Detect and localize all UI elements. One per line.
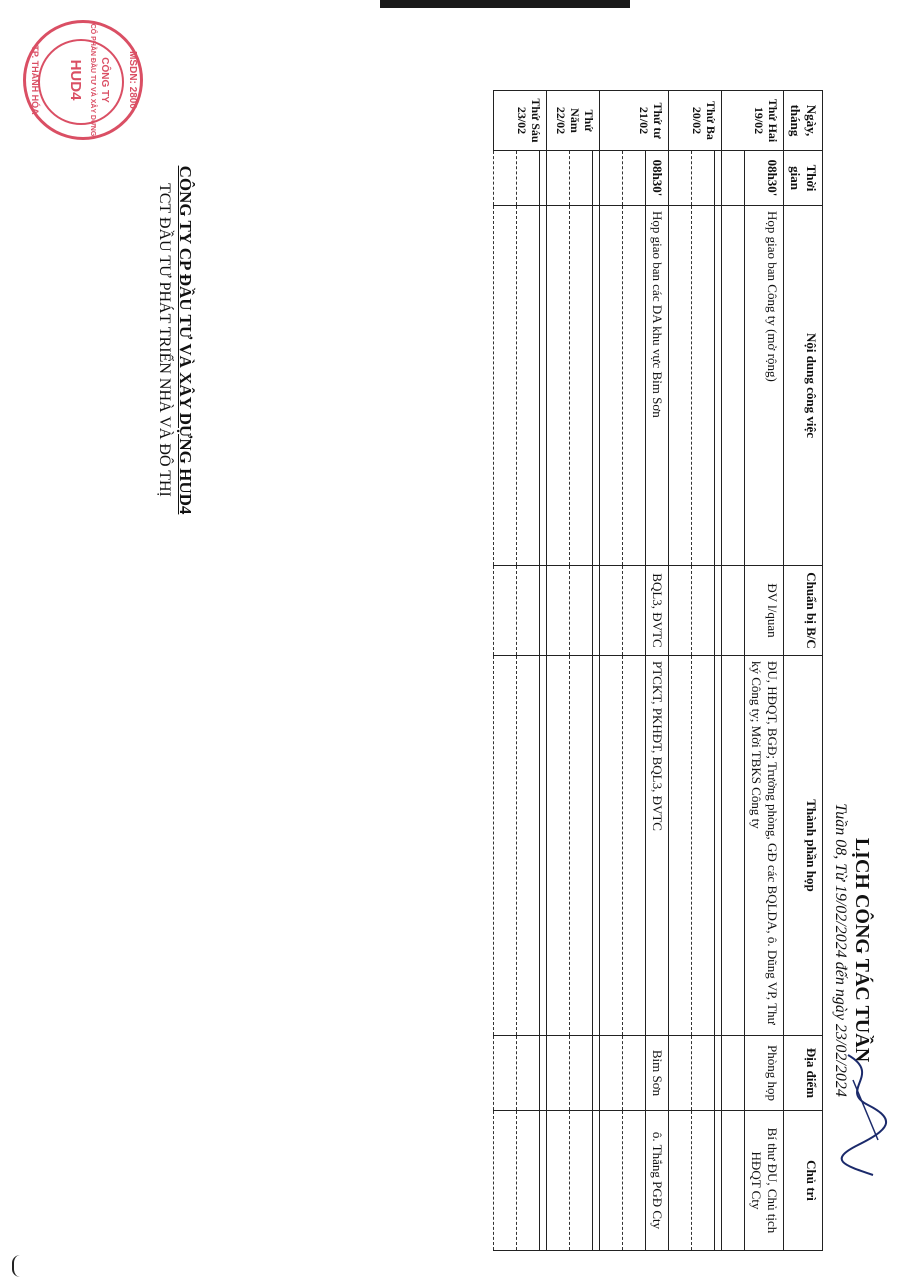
- row-prep: [540, 566, 547, 656]
- row-content: [540, 206, 547, 566]
- blank-row: [669, 91, 692, 1251]
- row-day: Thứ Năm 22/02: [547, 91, 600, 151]
- row-prep: [715, 566, 722, 656]
- seal-line2: CỔ PHẦN ĐẦU TƯ VÀ XÂY DỰNG: [89, 23, 96, 137]
- row-prep: [593, 566, 600, 656]
- row-content: [593, 206, 600, 566]
- table-row: [745, 91, 784, 1251]
- signature-mark: [833, 1050, 893, 1180]
- row-content: Họp giao ban Công ty (mở rộng): [745, 206, 784, 566]
- col-time: Thời gian: [784, 151, 823, 206]
- row-content: Họp giao ban các DA khu vực Bỉm Sơn: [646, 206, 669, 566]
- row-day: Thứ Ba 20/02: [669, 91, 722, 151]
- company-seal: [23, 20, 143, 140]
- row-prep: BQL3, ĐVTC: [646, 566, 669, 656]
- col-chair: Chủ trì: [784, 1111, 823, 1251]
- col-location: Địa điểm: [784, 1036, 823, 1111]
- row-location: [540, 1036, 547, 1111]
- table-row: [540, 91, 547, 1251]
- table-row: [646, 91, 669, 1251]
- table-row: [593, 91, 600, 1251]
- row-location: Phòng họp: [745, 1036, 784, 1111]
- org-name: CÔNG TY CP ĐẦU TƯ VÀ XÂY DỰNG HUD4: [176, 165, 195, 515]
- row-time: [715, 151, 722, 206]
- blank-row: [722, 91, 745, 1251]
- page-subtitle: Tuần 08, Từ 19/02/2024 đến ngày 23/02/2024: [832, 803, 849, 1097]
- row-prep: ĐV l/quan: [745, 566, 784, 656]
- table-row: [715, 91, 722, 1251]
- row-content: [715, 206, 722, 566]
- seal-msdn: MSDN: 2800: [127, 51, 138, 109]
- row-attendees: PTCKT, PKHĐT, BQL3, ĐVTC: [646, 656, 669, 1036]
- col-date: Ngày, tháng: [784, 91, 823, 151]
- row-time: 08h30': [646, 151, 669, 206]
- row-chair: [715, 1111, 722, 1251]
- row-time: [540, 151, 547, 206]
- row-time: 08h30': [745, 151, 784, 206]
- blank-row: [692, 91, 715, 1251]
- blank-row: [547, 91, 570, 1251]
- row-attendees: ĐU, HĐQT, BGĐ; Trưởng phòng, GĐ các BQLDA, ô. Dũng VP, Thư ký Công ty; Mời TBKS Công ty: [745, 656, 784, 1036]
- row-location: [593, 1036, 600, 1111]
- col-content: Nội dung công việc: [784, 206, 823, 566]
- row-chair: ô. Thắng PGĐ Cty: [646, 1111, 669, 1251]
- seal-location: TP. THANH HÓA: [30, 45, 40, 115]
- row-attendees: [715, 656, 722, 1036]
- blank-row: [600, 91, 623, 1251]
- page-title: LỊCH CÔNG TÁC TUẦN: [851, 837, 873, 1063]
- row-chair: [540, 1111, 547, 1251]
- blank-row: [494, 91, 517, 1251]
- row-attendees: [593, 656, 600, 1036]
- row-chair: Bí thư ĐU, Chủ tịch HĐQT Cty: [745, 1111, 784, 1251]
- schedule-table: [493, 90, 823, 1251]
- blank-row: [570, 91, 593, 1251]
- row-time: [593, 151, 600, 206]
- row-location: Bỉm Sơn: [646, 1036, 669, 1111]
- row-chair: [593, 1111, 600, 1251]
- row-location: [715, 1036, 722, 1111]
- blank-row: [623, 91, 646, 1251]
- table-header-row: [784, 91, 823, 1251]
- col-prep: Chuẩn bị B/C: [784, 566, 823, 656]
- row-day: Thứ Sáu 23/02: [494, 91, 547, 151]
- seal-line3: HUD4: [67, 59, 84, 101]
- org-parent: TCT ĐẦU TƯ PHÁT TRIỂN NHÀ VÀ ĐÔ THỊ: [156, 183, 173, 497]
- blank-row: [517, 91, 540, 1251]
- row-day: Thứ tư 21/02: [600, 91, 669, 151]
- row-day: Thứ Hai 19/02: [722, 91, 784, 151]
- seal-line1: CÔNG TY: [99, 57, 110, 103]
- row-attendees: [540, 656, 547, 1036]
- col-attendees: Thành phần họp: [784, 656, 823, 1036]
